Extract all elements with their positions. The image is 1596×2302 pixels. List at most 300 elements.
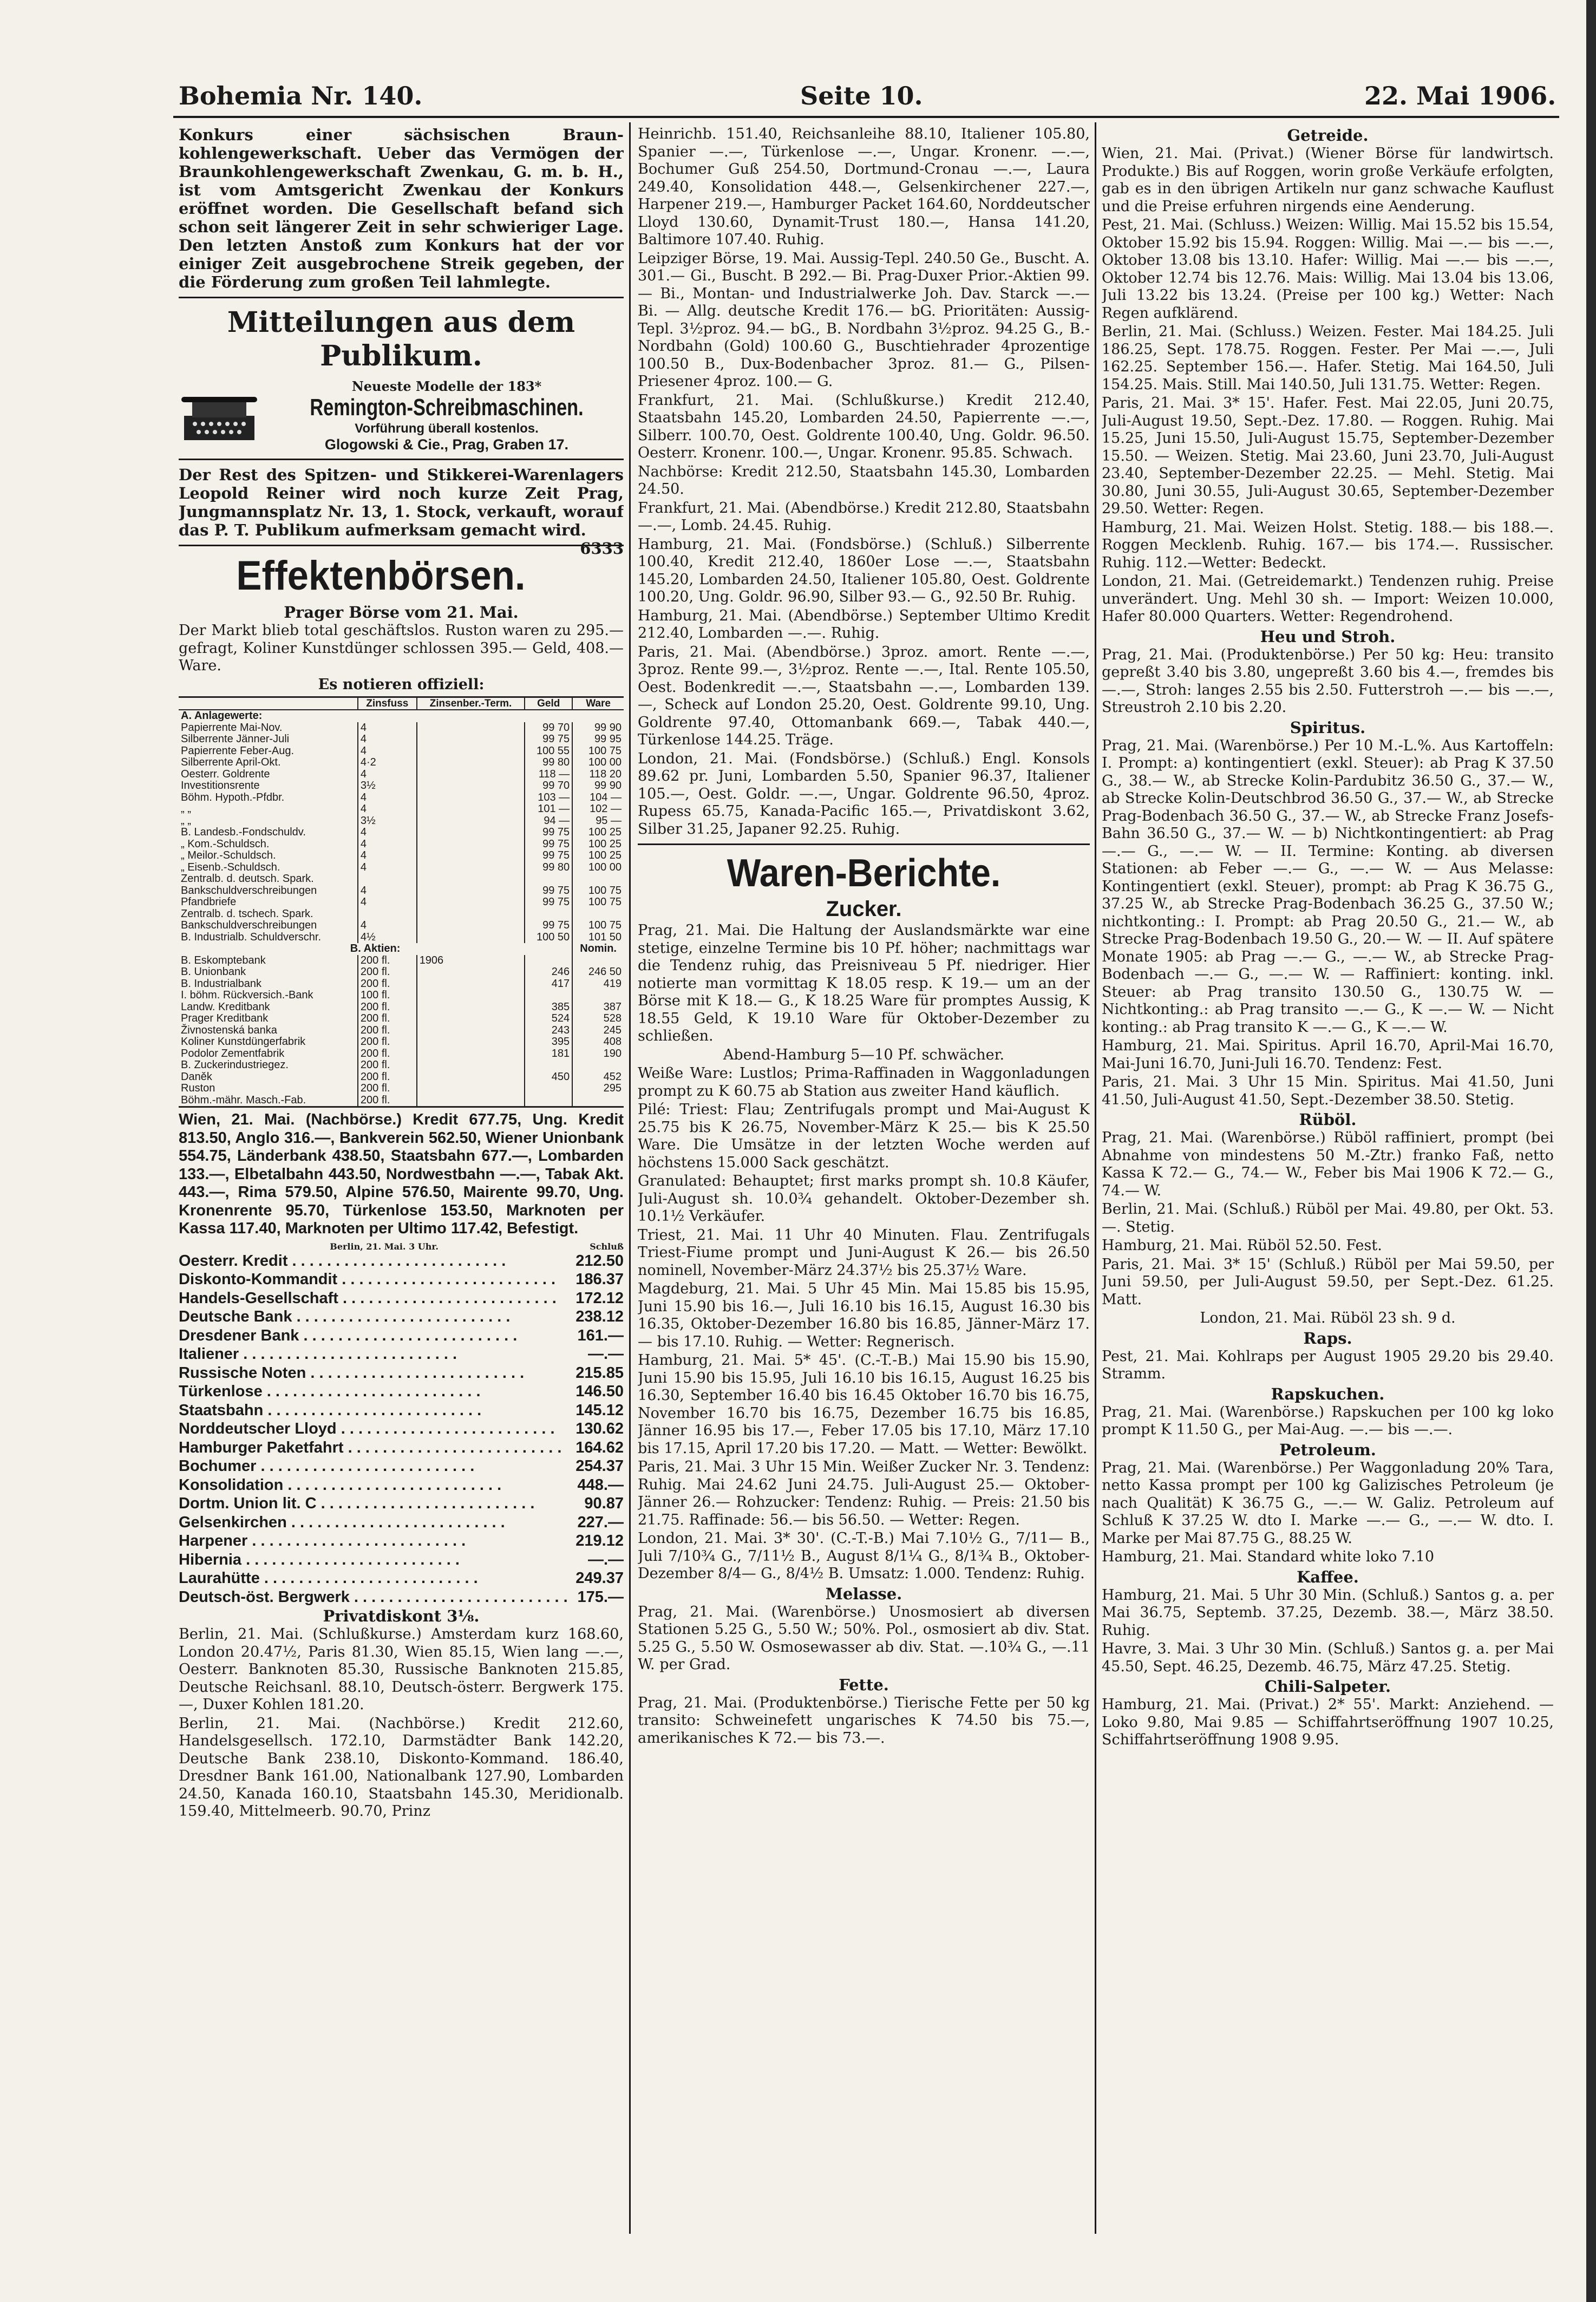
table-cell: Zentralb. d. tschech. Spark. bbox=[181, 907, 313, 920]
berlin-security-value: 164.62 bbox=[575, 1438, 624, 1456]
berlin-security-name bbox=[179, 1270, 568, 1289]
table-cell bbox=[417, 1036, 525, 1048]
table-cell: Silberrente April-Okt. bbox=[181, 756, 281, 768]
table-cell: 4 bbox=[358, 862, 417, 874]
table-cell: Podolor Zementfabrik bbox=[181, 1047, 285, 1060]
table-cell bbox=[572, 1095, 624, 1107]
table-cell: 99 75 bbox=[525, 827, 572, 839]
table-cell: 4 bbox=[358, 722, 417, 734]
leader-dots: . . . . . . . . . . . . . . . . . . . . . . . . . bbox=[241, 1551, 460, 1568]
table-row bbox=[179, 897, 624, 908]
getreide-berlin: Berlin, 21. Mai. (Schluss.) Weizen. Fester. Mai 184.25. Juli 186.25, Sept. 178.75. Roggen. Fester. Per Mai —.—, Juli 162.25. September 156.—. Hafer. Stetig. Mai 164.50, Juli 154.25. Mais. Still. Mai 140.50, Juli 131.75. Wetter: Regen. bbox=[1102, 323, 1554, 393]
table-cell: 4 bbox=[358, 792, 417, 804]
zucker-hamburg: Hamburg, 21. Mai. 5* 45'. (C.-T.-B.) Mai 15.90 bis 15.90, Juni 15.90 bis 15.95, Juli 16.10 bis 16.15, August 16.25 bis 16.30, September 16.40 bis 16.45 Oktober 16.70 bis 16.75, November 16.70 bis 16.75, Dezember 16.75 bis 16.85, Jänner 16.95 bis 17.—, Feber 17.05 bis 17.10, März 17.10 bis 17.15, April 17.20 bis 17.20. — Matt. — Wetter: Bewölkt. bbox=[638, 1352, 1090, 1457]
table-cell bbox=[417, 966, 525, 978]
berlin-security-value: 215.85 bbox=[575, 1364, 624, 1382]
table-cell: 387 bbox=[572, 1002, 624, 1013]
table-cell bbox=[358, 873, 417, 885]
table-cell: 99 75 bbox=[525, 897, 572, 908]
header-left: Bohemia Nr. 140. bbox=[179, 81, 423, 110]
table-cell: 200 fl. bbox=[358, 1083, 417, 1095]
ad-line-1: Neueste Modelle der 183* bbox=[351, 378, 542, 394]
table-cell: 4 bbox=[358, 839, 417, 851]
berlin-security-value: —.— bbox=[587, 1345, 624, 1363]
table-cell: Zentralb. d. deutsch. Spark. bbox=[181, 873, 314, 885]
prager-quotes-table bbox=[179, 696, 624, 1108]
table-cell: 103 — bbox=[525, 792, 572, 804]
table-cell bbox=[417, 885, 525, 897]
table-cell: 100 25 bbox=[572, 850, 624, 862]
leader-dots: . . . . . . . . . . . . . . . . . . . . . . . . . bbox=[337, 1271, 556, 1288]
berlin-security-name bbox=[179, 1345, 568, 1364]
zucker-prag: Prag, 21. Mai. Die Haltung der Auslandsmärkte war eine stetige, einzelne Termine bis 10 Pf. höher; nachmittags war die Tendenz ruhig, das Preisniveau 5 Pf. niedriger. Hier notierte man vormittag K 18.05 resp. K 19.— um an der Börse mit K 18.— G., K 18.25 Ware für promptes Aussig, K 18.55 Geld, K 19.10 Ware für Oktober-Dezember zu schließen. bbox=[638, 922, 1090, 1044]
berlin-security-value: 448.— bbox=[577, 1476, 624, 1494]
table-cell bbox=[417, 978, 525, 990]
berlin-row bbox=[179, 1457, 624, 1476]
table-cell bbox=[417, 850, 525, 862]
table-cell: B. Unionbank bbox=[181, 966, 246, 978]
table-cell: Investitionsrente bbox=[181, 780, 260, 792]
table-row bbox=[179, 792, 624, 804]
berlin-security-label: Laurahütte bbox=[179, 1569, 260, 1587]
table-cell bbox=[417, 769, 525, 781]
leader-dots: . . . . . . . . . . . . . . . . . . . . . . . . . bbox=[343, 1438, 562, 1456]
berlin-security-label: Gelsenkirchen bbox=[179, 1513, 287, 1531]
table-cell: „ „ bbox=[181, 803, 191, 815]
table-cell: 4 bbox=[358, 745, 417, 757]
berlin-security-name bbox=[179, 1588, 568, 1607]
table-row bbox=[179, 1013, 624, 1025]
table-row bbox=[179, 1071, 624, 1083]
prager-text: Der Markt blieb total geschäftslos. Ruston waren zu 295.— gefragt, Koliner Kunstdünger schlossen 395.— Geld, 408.— Ware. bbox=[179, 622, 624, 674]
getreide-heading: Getreide. bbox=[1287, 126, 1369, 145]
th-ware: Ware bbox=[572, 698, 624, 710]
leader-dots: . . . . . . . . . . . . . . . . . . . . . . . . . bbox=[299, 1326, 518, 1344]
berlin-row bbox=[179, 1588, 624, 1607]
table-cell: „ „ bbox=[181, 814, 191, 827]
table-section-aktien: B. Aktien: bbox=[350, 943, 401, 954]
table-cell: Böhm. Hypoth.-Pfdbr. bbox=[181, 791, 285, 803]
table-cell: 181 bbox=[525, 1048, 572, 1060]
table-cell bbox=[417, 990, 525, 1002]
leader-dots: . . . . . . . . . . . . . . . . . . . . . . . . . bbox=[306, 1364, 525, 1382]
right-column bbox=[1102, 126, 1554, 2234]
header-right: 22. Mai 1906. bbox=[1364, 81, 1556, 110]
berlin-nachboerse: Berlin, 21. Mai. (Nachbörse.) Kredit 212.60, Handelsgesellsch. 172.10, Darmstädter Bank 142.20, Deutsche Bank 238.10, Diskonto-Kommand. 186.40, Dresdner Bank 161.00, Nationalbank 127.90, Lombarden 24.50, Kanada 160.10, Staatsbahn 145.30, Meridionalb. 159.40, Mittelmeerb. 90.70, Prinz bbox=[179, 1715, 624, 1820]
berlin-row bbox=[179, 1532, 624, 1551]
table-row bbox=[179, 885, 624, 897]
chili-heading: Chili-Salpeter. bbox=[1264, 1677, 1391, 1696]
table-cell: 245 bbox=[572, 1025, 624, 1037]
table-row bbox=[179, 1048, 624, 1060]
table-cell: „ Kom.-Schuldsch. bbox=[181, 838, 270, 850]
berlin-security-name bbox=[179, 1457, 568, 1476]
heu-heading: Heu und Stroh. bbox=[1260, 627, 1396, 646]
berlin-row bbox=[179, 1438, 624, 1457]
berlin-security-value: 175.— bbox=[577, 1588, 624, 1606]
berlin-security-label: Oesterr. Kredit bbox=[179, 1252, 288, 1270]
table-cell: 101 — bbox=[525, 803, 572, 815]
table-row bbox=[179, 839, 624, 851]
table-cell: Silberrente Jänner-Juli bbox=[181, 733, 290, 745]
reiner-text: wird noch kurze Zeit Prag, Jungmannsplatz Nr. 13, 1. Stock, verkauft, worauf das P. T. Publikum aufmerksam gemacht wird. bbox=[179, 484, 624, 539]
london-fonds-report: London, 21. Mai. (Fondsbörse.) (Schluß.) Engl. Konsols 89.62 pr. Juni, Lombarden 5.50, Spanier 96.37, Italiener 105.—, Oest. Goldr. —.—, Ungar. Goldrente 96.50, 4proz. Rupess 65.75, Kanada-Pacific 165.—, Privatdiskont 3.62, Silber 31.25, Japaner 92.25. Ruhig. bbox=[638, 750, 1090, 838]
table-cell: 100 75 bbox=[572, 897, 624, 908]
berlin-security-value: 254.37 bbox=[575, 1457, 624, 1475]
table-cell: 200 fl. bbox=[358, 1060, 417, 1071]
table-row bbox=[179, 757, 624, 769]
zucker-abend-hamburg: Abend-Hamburg 5—10 Pf. schwächer. bbox=[723, 1046, 1005, 1063]
table-cell: 528 bbox=[572, 1013, 624, 1025]
table-row bbox=[179, 978, 624, 990]
table-cell bbox=[417, 1002, 525, 1013]
berlin-security-name bbox=[179, 1513, 568, 1532]
remington-ad bbox=[179, 378, 624, 453]
hamburg-abend-report: Hamburg, 21. Mai. (Abendbörse.) September Ultimo Kredit 212.40, Lombarden —.—. Ruhig. bbox=[638, 607, 1090, 642]
table-cell bbox=[417, 815, 525, 827]
typewriter-icon bbox=[179, 386, 260, 446]
table-cell: 4 bbox=[358, 897, 417, 908]
divider bbox=[179, 545, 624, 546]
table-cell bbox=[572, 908, 624, 920]
berlin-security-value: 249.37 bbox=[575, 1569, 624, 1587]
fette-prag: Prag, 21. Mai. (Produktenbörse.) Tierische Fette per 50 kg transito: Schweinefett ungarisches K 74.50 bis 75.—, amerikanisches K 72.— bis 73.—. bbox=[638, 1694, 1090, 1747]
berlin-security-label: Bochumer bbox=[179, 1457, 257, 1475]
berlin-security-value: 212.50 bbox=[575, 1252, 624, 1270]
table-cell: 200 fl. bbox=[358, 955, 417, 967]
table-row bbox=[179, 815, 624, 827]
berlin-security-name bbox=[179, 1364, 568, 1383]
table-cell: 524 bbox=[525, 1013, 572, 1025]
table-cell bbox=[417, 897, 525, 908]
berlin-security-label: Russische Noten bbox=[179, 1364, 306, 1382]
table-cell: I. böhm. Rückversich.-Bank bbox=[181, 989, 313, 1001]
table-section-anlagewerte: A. Anlagewerte: bbox=[181, 710, 263, 722]
table-cell bbox=[572, 1060, 624, 1071]
berlin-heading: Berlin, 21. Mai. 3 Uhr. bbox=[330, 1241, 439, 1252]
berlin-security-name bbox=[179, 1382, 568, 1401]
berlin-row bbox=[179, 1513, 624, 1532]
table-cell: 200 fl. bbox=[358, 1002, 417, 1013]
wien-nachboerse: Wien, 21. Mai. (Nachbörse.) Kredit 677.75, Ung. Kredit 813.50, Anglo 316.—, Bankverein 562.50, Wiener Unionbank 554.75, Länderbank 438.50, Staatsbahn 677.—, Lombarden 133.—, Elbetalbahn 443.50, Nordwestbahn —.—, Tabak Akt. 443.—, Rima 579.50, Alpine 576.50, Mairente 99.70, Ung. Kronenrente 95.70, Türkenlose 153.50, Marknoten per Kassa 117.40, Marknoten per Ultimo 117.42, Befestigt. bbox=[179, 1111, 624, 1237]
zucker-heading: Zucker. bbox=[826, 897, 902, 921]
table-row bbox=[179, 873, 624, 885]
table-cell: 100 75 bbox=[572, 885, 624, 897]
reiner-notice bbox=[179, 466, 624, 558]
table-cell bbox=[417, 862, 525, 874]
table-cell bbox=[417, 734, 525, 745]
table-cell: B. Industrialbank bbox=[181, 977, 261, 990]
berlin-security-label: Handels-Gesellschaft bbox=[179, 1289, 338, 1307]
table-cell bbox=[572, 873, 624, 885]
table-cell bbox=[417, 1025, 525, 1037]
table-cell bbox=[417, 780, 525, 792]
table-cell bbox=[572, 955, 624, 967]
table-cell bbox=[417, 839, 525, 851]
leader-dots: . . . . . . . . . . . . . . . . . . . . . . . . . bbox=[286, 1513, 505, 1531]
table-cell: Daněk bbox=[181, 1070, 212, 1083]
leader-dots: . . . . . . . . . . . . . . . . . . . . . . . . . bbox=[263, 1401, 482, 1419]
berlin-security-label: Norddeutscher Lloyd bbox=[179, 1420, 337, 1437]
konkurs-article bbox=[179, 126, 624, 291]
leader-dots: . . . . . . . . . . . . . . . . . . . . . . . . . bbox=[239, 1345, 457, 1363]
table-cell: 200 fl. bbox=[358, 978, 417, 990]
ad-line-2: Remington-Schreibmaschinen. bbox=[310, 394, 584, 421]
table-cell: 99 75 bbox=[525, 839, 572, 851]
table-cell bbox=[417, 827, 525, 839]
waren-heading: Waren-Berichte. bbox=[727, 852, 1001, 895]
berlin-security-value: 219.12 bbox=[575, 1532, 624, 1549]
ruboel-prag: Prag, 21. Mai. (Warenbörse.) Rüböl raffiniert, prompt (bei Abnahme von mindestens 50 M.-Ztr.) franko Faß, netto Kassa K 72.— G., 74.— W., Feber bis Mai 1906 K 72.— G., 74.— W. bbox=[1102, 1129, 1554, 1199]
berlin-security-label: Staatsbahn bbox=[179, 1401, 264, 1419]
header-rule bbox=[173, 116, 1559, 118]
petroleum-prag: Prag, 21. Mai. (Warenbörse.) Per Waggonladung 20% Tara, netto Kassa prompt per 100 kg Galizisches Petroleum (je nach Qualität) K 36.75 G., —.— W. Galiz. Petroleum auf Schluß K 37.25 W. dto I. Marke —.— G., —.— W. dto. I. Marke per Mai 87.75 G., 88.25 W. bbox=[1102, 1459, 1554, 1547]
berlin-security-name bbox=[179, 1438, 568, 1457]
berlin-security-name bbox=[179, 1551, 568, 1569]
table-cell bbox=[417, 792, 525, 804]
table-cell: 99 75 bbox=[525, 734, 572, 745]
ruboel-berlin: Berlin, 21. Mai. (Schluß.) Rüböl per Mai. 49.80, per Okt. 53.—. Stetig. bbox=[1102, 1201, 1554, 1235]
table-cell: 95 — bbox=[572, 815, 624, 827]
table-nomin-label: Nomin. bbox=[572, 943, 624, 955]
table-cell: 4 bbox=[358, 850, 417, 862]
table-cell: 99 90 bbox=[572, 780, 624, 792]
notieren-label: Es notieren offiziell: bbox=[318, 676, 485, 693]
leader-dots: . . . . . . . . . . . . . . . . . . . . . . . . . bbox=[283, 1476, 502, 1494]
reiner-number: 6333 bbox=[580, 539, 624, 558]
leader-dots: . . . . . . . . . . . . . . . . . . . . . . . . . bbox=[256, 1457, 475, 1475]
raps-heading: Raps. bbox=[1303, 1329, 1352, 1348]
table-row bbox=[179, 1002, 624, 1013]
table-cell: 419 bbox=[572, 978, 624, 990]
table-cell: 100 00 bbox=[572, 862, 624, 874]
table-cell: 450 bbox=[525, 1071, 572, 1083]
table-row bbox=[179, 908, 624, 920]
ruboel-london: London, 21. Mai. Rüböl 23 sh. 9 d. bbox=[1200, 1310, 1456, 1326]
berlin-row bbox=[179, 1494, 624, 1513]
table-cell: 246 50 bbox=[572, 966, 624, 978]
zucker-paris: Paris, 21. Mai. 3 Uhr 15 Min. Weißer Zucker Nr. 3. Tendenz: Ruhig. Mai 24.62 Juni 24.75. Juli-August 25.— Oktober-Jänner 26.— Rohzucker: Tendenz: Ruhig. — Preis: 21.50 bis 21.75. Raffinade: 56.— bis 56.50. — Wetter: Regen. bbox=[638, 1459, 1090, 1528]
berlin-security-value: —.— bbox=[587, 1551, 624, 1568]
reiner-title: Der Rest des Spitzen- und Stikkerei-Warenlagers Leopold Reiner bbox=[179, 466, 624, 502]
getreide-hamburg: Hamburg, 21. Mai. Weizen Holst. Stetig. 188.— bis 188.—. Roggen Mecklenb. Ruhig. 167.— bis 174.—. Russischer. Ruhig. 112.—Wetter: Bedeckt. bbox=[1102, 519, 1554, 571]
berlin-security-value: 145.12 bbox=[575, 1401, 624, 1419]
zucker-magdeburg: Magdeburg, 21. Mai. 5 Uhr 45 Min. Mai 15.85 bis 15.95, Juni 15.90 bis 16.—, Juli 16.10 bis 16.15, August 16.30 bis 16.35, Oktober-Dezember 16.80 bis 16.85, Jänner-März 17.— bis 17.10. Ruhig. — Wetter: Regnerisch. bbox=[638, 1280, 1090, 1350]
berlin-row bbox=[179, 1476, 624, 1495]
frankfurt-schluss-report: Frankfurt, 21. Mai. (Schlußkurse.) Kredit 212.40, Staatsbahn 145.20, Lombarden 24.50, Papierrente —.—, Silberr. 100.70, Oest. Goldrente 100.40, Ung. Goldr. 96.50. Oesterr. Kronenr. 100.—, Ungar. Kronenr. 95.85. Schwach. bbox=[638, 391, 1090, 461]
table-cell: Živnostenská banka bbox=[181, 1024, 277, 1036]
leader-dots: . . . . . . . . . . . . . . . . . . . . . . . . . bbox=[259, 1569, 478, 1587]
th-name bbox=[179, 698, 358, 710]
table-row bbox=[179, 1095, 624, 1107]
table-cell: 200 fl. bbox=[358, 966, 417, 978]
table-cell: „ Meilor.-Schuldsch. bbox=[181, 849, 276, 861]
divider bbox=[638, 843, 1090, 845]
berlin-row bbox=[179, 1345, 624, 1364]
table-cell: 102 — bbox=[572, 803, 624, 815]
table-cell: 200 fl. bbox=[358, 1071, 417, 1083]
frankfurt-abend-report: Frankfurt, 21. Mai. (Abendbörse.) Kredit 212.80, Staatsbahn —.—, Lomb. 24.45. Ruhig. bbox=[638, 499, 1090, 534]
spiritus-hamburg: Hamburg, 21. Mai. Spiritus. April 16.70, April-Mai 16.70, Mai-Juni 16.70, Juni-Juli 16.70. Tendenz: Fest. bbox=[1102, 1037, 1554, 1072]
table-row bbox=[179, 722, 624, 734]
berlin-security-value: 146.50 bbox=[575, 1383, 624, 1400]
berlin-security-name bbox=[179, 1401, 568, 1420]
reichsanleihe-report: Heinrichb. 151.40, Reichsanleihe 88.10, Italiener 105.80, Spanier —.—, Türkenlose —.—, Ungar. Kronenr. —.—, Bochumer Guß 254.50, Dortmund-Cronau —.—, Laura 249.40, Konsolidation 448.—, Gelsenkirchener 227.—, Harpener 219.—, Hamburger Packet 164.60, Norddeutscher Lloyd 130.60, Dynamit-Trust 180.—, Hansa 141.20, Baltimore 107.40. Ruhig. bbox=[638, 126, 1090, 248]
berlin-security-name bbox=[179, 1532, 568, 1551]
petroleum-heading: Petroleum. bbox=[1279, 1440, 1376, 1459]
table-cell bbox=[525, 955, 572, 967]
table-cell: 4 bbox=[358, 734, 417, 745]
berlin-row bbox=[179, 1289, 624, 1308]
berlin-security-name bbox=[179, 1494, 568, 1513]
table-cell bbox=[417, 908, 525, 920]
ruboel-heading: Rüböl. bbox=[1299, 1110, 1357, 1129]
table-cell bbox=[417, 803, 525, 815]
chili-hamburg: Hamburg, 21. Mai. (Privat.) 2* 55'. Markt: Anziehend. — Loko 9.80, Mai 9.85 — Schiffahrtseröffnung 1907 10.25, Schiffahrtseröffnung 1908 9.95. bbox=[1102, 1696, 1554, 1748]
berlin-security-label: Deutsch-öst. Bergwerk bbox=[179, 1588, 350, 1606]
table-cell bbox=[417, 1071, 525, 1083]
table-cell bbox=[525, 1083, 572, 1095]
table-row bbox=[179, 803, 624, 815]
table-cell: 101 50 bbox=[572, 932, 624, 944]
leader-dots: . . . . . . . . . . . . . . . . . . . . . . . . . bbox=[316, 1495, 535, 1512]
ruboel-paris: Paris, 21. Mai. 3* 15' (Schluß.) Rüböl per Mai 59.50, per Juni 59.50, per Juli-August 59.50, per Sept.-Dez. 61.25. Matt. bbox=[1102, 1255, 1554, 1308]
table-cell bbox=[417, 745, 525, 757]
table-cell bbox=[525, 1060, 572, 1071]
leader-dots: . . . . . . . . . . . . . . . . . . . . . . . . . bbox=[336, 1420, 555, 1437]
table-cell: 99 90 bbox=[572, 722, 624, 734]
table-cell: 4 bbox=[358, 803, 417, 815]
table-row bbox=[179, 769, 624, 781]
raps-pest: Pest, 21. Mai. Kohlraps per August 1905 29.20 bis 29.40. Stramm. bbox=[1102, 1348, 1554, 1382]
table-cell: Bankschuldverschreibungen bbox=[181, 919, 317, 931]
berlin-security-label: Dresdener Bank bbox=[179, 1326, 299, 1344]
kaffee-heading: Kaffee. bbox=[1297, 1567, 1359, 1586]
berlin-security-label: Hamburger Paketfahrt bbox=[179, 1438, 344, 1456]
table-row bbox=[179, 966, 624, 978]
zucker-london: London, 21. Mai. 3* 30'. (C.-T.-B.) Mai 7.10½ G., 7/11— B., Juli 7/10¾ G., 7/11½ B., August 8/1¼ G., 8/1¾ B., Oktober-Dezember 8/4— G., 8/4½ B. Umsatz: 1.000. Tendenz: Ruhig. bbox=[638, 1530, 1090, 1582]
table-cell: 118 20 bbox=[572, 769, 624, 781]
table-row bbox=[179, 734, 624, 745]
table-cell bbox=[417, 1048, 525, 1060]
berlin-row bbox=[179, 1364, 624, 1383]
column-divider-2 bbox=[1095, 122, 1096, 2234]
getreide-wien: Wien, 21. Mai. (Privat.) (Wiener Börse für landwirtsch. Produkte.) Bis auf Roggen, worin große Verkäufe erfolgten, gab es in den übrigen Artikeln nur ganz schwache Kauflust und die Preise erfuhren nirgends eine Aenderung. bbox=[1102, 145, 1554, 215]
table-cell: 100 fl. bbox=[358, 990, 417, 1002]
rapskuchen-prag: Prag, 21. Mai. (Warenbörse.) Rapskuchen per 100 kg loko prompt K 11.50 G., per Mai-Aug. —.— bis —.—. bbox=[1102, 1403, 1554, 1438]
berlin-security-name bbox=[179, 1420, 568, 1438]
table-cell bbox=[417, 932, 525, 944]
berlin-security-label: Türkenlose bbox=[179, 1383, 263, 1400]
table-cell: Bankschuldverschreibungen bbox=[181, 884, 317, 897]
table-cell: 104 — bbox=[572, 792, 624, 804]
table-cell: 4 bbox=[358, 885, 417, 897]
table-cell: Böhm.-mähr. Masch.-Fab. bbox=[181, 1094, 306, 1106]
berlin-security-label: Italiener bbox=[179, 1345, 239, 1363]
berlin-security-value: 172.12 bbox=[575, 1289, 624, 1307]
table-cell: 200 fl. bbox=[358, 1095, 417, 1107]
table-cell: 295 bbox=[572, 1083, 624, 1095]
table-cell: 190 bbox=[572, 1048, 624, 1060]
table-cell: 99 70 bbox=[525, 722, 572, 734]
table-cell: 385 bbox=[525, 1002, 572, 1013]
privatdiskont: Privatdiskont 3⅛. bbox=[323, 1607, 480, 1625]
berlin-row bbox=[179, 1551, 624, 1569]
divider bbox=[179, 297, 624, 298]
effekten-heading: Effektenbörsen. bbox=[236, 553, 526, 599]
table-cell: 395 bbox=[525, 1036, 572, 1048]
table-cell: Papierrente Feber-Aug. bbox=[181, 744, 295, 757]
table-row bbox=[179, 1083, 624, 1095]
berlin-row bbox=[179, 1270, 624, 1289]
berlin-security-label: Hibernia bbox=[179, 1551, 242, 1568]
table-cell: 100 50 bbox=[525, 932, 572, 944]
table-cell: 4 bbox=[358, 920, 417, 932]
th-geld: Geld bbox=[525, 698, 572, 710]
table-cell bbox=[525, 990, 572, 1002]
berlin-security-label: Harpener bbox=[179, 1532, 248, 1549]
table-cell: 99 80 bbox=[525, 757, 572, 769]
leader-dots: . . . . . . . . . . . . . . . . . . . . . . . . . bbox=[292, 1308, 511, 1325]
spiritus-heading: Spiritus. bbox=[1290, 718, 1366, 737]
berlin-security-name bbox=[179, 1569, 568, 1588]
leipziger-report: Leipziger Börse, 19. Mai. Aussig-Tepl. 240.50 Ge., Buscht. A. 301.— Gi., Buscht. B 292.— Bi. Prag-Duxer Prior.-Aktien 99.— Bi., Montan- und Industrialwerke Joh. Dav. Starck —.— Bi. — Allg. deutsche Kredit 176.— bG. Prioritäten: Aussig-Tepl. 3½proz. 94.— bG., B. Nordbahn 3½proz. 94.25 G., B.-Nordbahn (Gold) 100.60 G., Buschtiehrader 4prozentige 100.50 B., Dux-Bodenbacher 3proz. 81.— G., Pilsen-Priesener 4proz. 100.— G. bbox=[638, 250, 1090, 390]
divider bbox=[179, 459, 624, 460]
table-cell: 3½ bbox=[358, 780, 417, 792]
table-cell: 99 75 bbox=[525, 850, 572, 862]
table-cell: B. Landesb.-Fondschuldv. bbox=[181, 826, 306, 838]
table-cell: 246 bbox=[525, 966, 572, 978]
getreide-london: London, 21. Mai. (Getreidemarkt.) Tendenzen ruhig. Preise unverändert. Ung. Mehl 30 sh. — Import: Weizen 10.000, Hafer 80.000 Quarters. Wetter: Regendrohend. bbox=[1102, 573, 1554, 625]
berlin-security-name bbox=[179, 1307, 568, 1326]
table-cell bbox=[417, 1083, 525, 1095]
heu-prag: Prag, 21. Mai. (Produktenbörse.) Per 50 kg: Heu: transito gepreßt 3.40 bis 3.80, ungepreßt 3.60 bis 4.—, fremdes bis —.—, Stroh: langes 2.55 bis 2.50. Futterstroh —.— bis —.—, Streustroh 2.10 bis 2.20. bbox=[1102, 646, 1554, 716]
fette-heading: Fette. bbox=[839, 1675, 889, 1694]
paris-abend-report: Paris, 21. Mai. (Abendbörse.) 3proz. amort. Rente —.—, 3proz. Rente 99.—, 3½proz. Rente —.—, Ital. Rente 105.50, Oest. Bodenkredit —.—, Staatsbahn —.—, Lombarden 139.—, Scheck auf London 25.20, Oest. Goldrente 99.10, Ung. Goldrente 97.40, Ottomanbank 669.—, Tabak 440.—, Türkenlose 144.25. Träge. bbox=[638, 643, 1090, 748]
table-cell bbox=[417, 1060, 525, 1071]
table-cell: 100 25 bbox=[572, 827, 624, 839]
table-cell bbox=[525, 908, 572, 920]
table-row bbox=[179, 920, 624, 932]
table-cell: 100 25 bbox=[572, 839, 624, 851]
table-cell: 4 bbox=[358, 769, 417, 781]
zucker-pile: Pilé: Triest: Flau; Zentrifugals prompt und Mai-August K 25.75 bis K 26.75, November-März K 25.— bis K 25.50 Ware. Die Umsätze in der letzten Woche werden auf höchstens 15.000 Sack geschätzt. bbox=[638, 1101, 1090, 1171]
header-center: Seite 10. bbox=[800, 81, 923, 110]
ruboel-hamburg: Hamburg, 21. Mai. Rüböl 52.50. Fest. bbox=[1102, 1237, 1382, 1254]
table-cell: Oesterr. Goldrente bbox=[181, 768, 270, 780]
berlin-table bbox=[179, 1252, 624, 1607]
table-cell: 200 fl. bbox=[358, 1013, 417, 1025]
table-cell: Landw. Kreditbank bbox=[181, 1000, 270, 1013]
spiritus-paris: Paris, 21. Mai. 3 Uhr 15 Min. Spiritus. Mai 41.50, Juni 41.50, Juli-August 41.50, Sept.-Dezember 38.50. Stetig. bbox=[1102, 1074, 1554, 1108]
table-row bbox=[179, 932, 624, 944]
table-cell: 100 75 bbox=[572, 920, 624, 932]
kaffee-havre: Havre, 3. Mai. 3 Uhr 30 Min. (Schluß.) Santos g. a. per Mai 45.50, Sept. 46.25, Dezemb. 46.75, März 47.25. Stetig. bbox=[1102, 1640, 1554, 1675]
th-zinsfuss: Zinsfuss bbox=[358, 698, 417, 710]
prager-heading: Prager Börse vom 21. Mai. bbox=[284, 603, 519, 622]
berlin-security-name bbox=[179, 1252, 568, 1271]
kaffee-hamburg: Hamburg, 21. Mai. 5 Uhr 30 Min. (Schluß.) Santos g. a. per Mai 36.75, Septemb. 37.25, Dezemb. 38.—, März 38.50. Ruhig. bbox=[1102, 1586, 1554, 1639]
table-cell: 100 00 bbox=[572, 757, 624, 769]
column-divider-1 bbox=[629, 122, 631, 2234]
table-cell: 452 bbox=[572, 1071, 624, 1083]
berlin-row bbox=[179, 1382, 624, 1401]
left-column bbox=[179, 126, 624, 2234]
berlin-row bbox=[179, 1326, 624, 1345]
melasse-heading: Melasse. bbox=[825, 1584, 902, 1603]
table-cell: 99 75 bbox=[525, 885, 572, 897]
mitteilungen-heading: Mitteilungen aus dem Publikum. bbox=[227, 306, 575, 372]
